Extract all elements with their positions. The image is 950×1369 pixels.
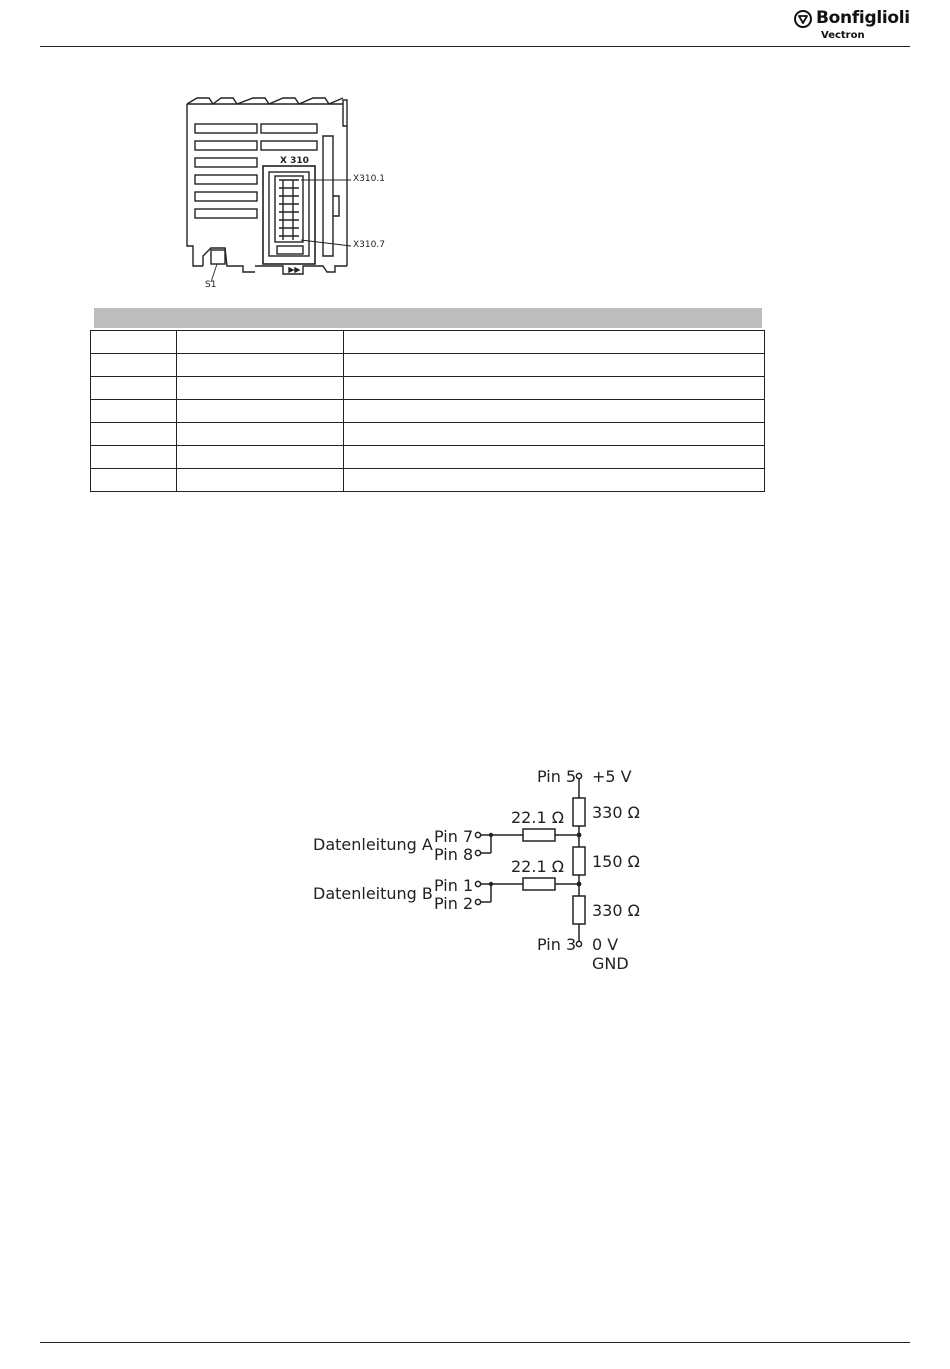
- series-resistor-a-label: 22.1 Ω: [511, 808, 564, 827]
- ground-label: GND: [592, 954, 629, 973]
- data-line-b-label: Datenleitung B: [313, 884, 433, 903]
- table-cell: [177, 423, 344, 446]
- table-cell: [91, 377, 177, 400]
- brand-logo: [794, 8, 910, 44]
- table-row: [91, 446, 765, 469]
- table-cell: [344, 469, 765, 492]
- table-cell: [91, 354, 177, 377]
- pin-x310-1-label: X310.1: [353, 174, 385, 184]
- table-cell: [344, 423, 765, 446]
- table-row: [91, 423, 765, 446]
- table-cell: [91, 400, 177, 423]
- table-cell: [91, 423, 177, 446]
- module-drawing: [183, 96, 383, 292]
- brand-name: Bonfiglioli: [816, 8, 910, 28]
- table-row: [91, 331, 765, 354]
- pin2-label: Pin 2: [434, 894, 474, 913]
- circuit-diagram: [300, 760, 660, 980]
- table-cell: [177, 377, 344, 400]
- brand-subname: Vectron: [821, 30, 865, 41]
- table-cell: [177, 446, 344, 469]
- table-cell: [344, 446, 765, 469]
- termination-circuit: [300, 760, 660, 980]
- pin-x310-7-label: X310.7: [353, 240, 385, 250]
- supply-voltage-label: +5 V: [592, 767, 632, 786]
- resistor-mid-label: 150 Ω: [592, 852, 640, 871]
- pin8-label: Pin 8: [434, 845, 474, 864]
- table-cell: [91, 446, 177, 469]
- switch-s1-label: S1: [205, 280, 217, 290]
- header-divider: [40, 46, 910, 47]
- table-cell: [177, 469, 344, 492]
- table-cell: [344, 400, 765, 423]
- pin1-label: Pin 1: [434, 876, 474, 895]
- table-row: [91, 469, 765, 492]
- table-cell: [344, 331, 765, 354]
- table-row: [91, 377, 765, 400]
- pin5-label: Pin 5: [537, 767, 577, 786]
- connector-title-label: X 310: [280, 156, 309, 166]
- pin-assignment-table: [90, 308, 765, 492]
- table-row: [91, 400, 765, 423]
- table-cell: [177, 354, 344, 377]
- table-cell: [91, 469, 177, 492]
- bonfiglioli-logo-icon: [794, 10, 812, 28]
- resistor-top-label: 330 Ω: [592, 803, 640, 822]
- zero-volt-label: 0 V: [592, 935, 619, 954]
- table-cell: [177, 331, 344, 354]
- table-row: [91, 354, 765, 377]
- pin-table: [90, 330, 765, 492]
- data-line-a-label: Datenleitung A: [313, 835, 433, 854]
- table-cell: [344, 377, 765, 400]
- module-figure: [183, 96, 383, 292]
- footer-divider: [40, 1342, 910, 1343]
- pin3-label: Pin 3: [537, 935, 577, 954]
- series-resistor-b-label: 22.1 Ω: [511, 857, 564, 876]
- pin7-label: Pin 7: [434, 827, 474, 846]
- table-cell: [344, 354, 765, 377]
- resistor-bottom-label: 330 Ω: [592, 901, 640, 920]
- table-header-bar: [94, 308, 762, 328]
- table-cell: [177, 400, 344, 423]
- table-cell: [91, 331, 177, 354]
